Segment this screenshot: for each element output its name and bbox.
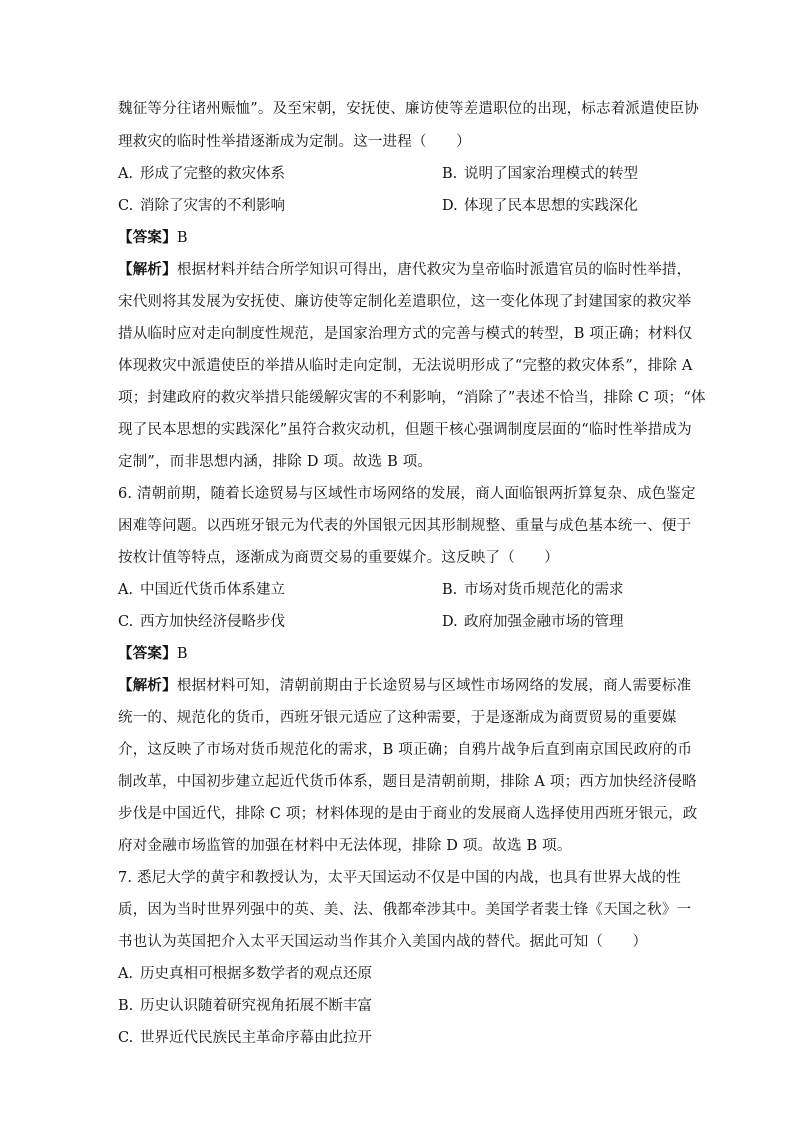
- q6-analysis-line-5: 步伐是中国近代，排除 C 项；材料体现的是由于商业的发展商人选择使用西班牙银元，政: [118, 806, 698, 822]
- q7-stem-line-3: 书也认为英国把介入太平天国运动当作其介入美国内战的替代。据此可知（ ）: [118, 934, 648, 950]
- q7-option-a: [118, 964, 372, 984]
- q6-option-d-text: 政府加强金融市场的管理: [464, 614, 624, 630]
- q6-answer: [118, 644, 188, 664]
- q6-analysis-line-1: [118, 676, 691, 696]
- q6-option-b-letter: B.: [442, 582, 458, 598]
- q5-option-c-text: 消除了灾害的不利影响: [140, 198, 285, 214]
- q5-option-a: [118, 164, 285, 184]
- q5-analysis-line-2: 宋代则将其发展为安抚使、廉访使等定制化差遣职位，这一变化体现了封建国家的救灾举: [118, 294, 692, 310]
- q7-stem-line-2: 质，因为当时世界列强中的英、美、法、俄都牵涉其中。美国学者裴士锋《天国之秋》一: [118, 902, 692, 918]
- q5-answer-label: 【答案】: [118, 229, 177, 246]
- q6-stem-line-1: 6. 清朝前期，随着长途贸易与区域性市场网络的发展，商人面临银两折算复杂、成色鉴定: [118, 486, 696, 502]
- q5-answer-value: B: [176, 230, 188, 246]
- q7-option-b: [118, 996, 372, 1016]
- q5-analysis-text-1: 根据材料并结合所学知识可得出，唐代救灾为皇帝临时派遣官员的临时性举措，: [176, 262, 692, 278]
- q6-analysis-line-2: 统一的、规范化的货币，西班牙银元适应了这种需要，于是逐渐成为商贾贸易的重要媒: [118, 710, 677, 726]
- q7-option-b-text: 历史认识随着研究视角拓展不断丰富: [140, 998, 372, 1014]
- q5-option-c-letter: C.: [118, 198, 134, 214]
- q6-answer-value: B: [176, 646, 188, 662]
- q6-stem-line-2: 困难等问题。以西班牙银元为代表的外国银元因其形制规整、重量与成色基本统一、便于: [118, 518, 692, 534]
- q7-option-b-letter: B.: [118, 998, 134, 1014]
- q5-analysis-line-1: [118, 260, 691, 280]
- q5-analysis-line-7: 定制”，而非思想内涵，排除 D 项。故选 B 项。: [118, 454, 433, 470]
- q6-option-c-text: 西方加快经济侵略步伐: [140, 614, 285, 630]
- q5-option-b: [442, 164, 638, 184]
- q6-analysis-line-3: 介，这反映了市场对货币规范化的需求，B 项正确；自鸦片战争后直到南京国民政府的币: [118, 742, 693, 758]
- q5-stem-line-1: 魏征等分往诸州赈恤”。及至宋朝，安抚使、廉访使等差遣职位的出现，标志着派遣使臣协: [118, 101, 699, 117]
- q7-option-c-text: 世界近代民族民主革命序幕由此拉开: [140, 1030, 372, 1046]
- q6-analysis-line-6: 府对金融市场监管的加强在材料中无法体现，排除 D 项。故选 B 项。: [118, 838, 572, 854]
- q5-option-b-letter: B.: [442, 166, 458, 182]
- q6-option-d: [442, 612, 624, 632]
- q6-option-d-letter: D.: [442, 614, 458, 630]
- q5-analysis-line-4: 体现救灾中派遣使臣的举措从临时走向定制，无法说明形成了“完整的救灾体系”，排除 A: [118, 358, 693, 374]
- q5-option-a-letter: A.: [118, 166, 134, 182]
- q5-stem-line-2: 理救灾的临时性举措逐渐成为定制。这一进程（ ）: [118, 134, 471, 150]
- q5-option-c: [118, 196, 285, 216]
- q7-option-a-letter: A.: [118, 966, 134, 982]
- q5-option-d: [442, 196, 638, 216]
- q5-answer: [118, 228, 188, 248]
- q5-analysis-line-6: 现了民本思想的实践深化”虽符合救灾动机，但题干核心强调制度层面的“临时性举措成为: [118, 422, 692, 438]
- q6-option-c-letter: C.: [118, 614, 134, 630]
- q7-option-c: [118, 1028, 372, 1048]
- q6-option-b-text: 市场对货币规范化的需求: [464, 582, 624, 598]
- q6-stem-line-3: 按枚计值等特点，逐渐成为商贾交易的重要媒介。这反映了（ ）: [118, 550, 559, 566]
- q5-option-d-letter: D.: [442, 198, 458, 214]
- q6-option-c: [118, 612, 285, 632]
- q7-stem-line-1: 7. 悉尼大学的黄宇和教授认为，太平天国运动不仅是中国的内战，也具有世界大战的性: [118, 870, 681, 886]
- q6-option-a-letter: A.: [118, 582, 134, 598]
- q6-analysis-label: 【解析】: [118, 677, 177, 694]
- q5-analysis-label: 【解析】: [118, 261, 177, 278]
- q5-analysis-line-5: 项；封建政府的救灾举措只能缓解灾害的不利影响，“消除了”表述不恰当，排除 C 项；“体: [118, 390, 706, 406]
- q6-analysis-line-4: 制改革，中国初步建立起近代货币体系，题目是清朝前期，排除 A 项；西方加快经济侵略: [118, 774, 697, 790]
- q6-option-a: [118, 580, 285, 600]
- q7-option-a-text: 历史真相可根据多数学者的观点还原: [140, 966, 372, 982]
- q5-option-d-text: 体现了民本思想的实践深化: [464, 198, 638, 214]
- q7-option-c-letter: C.: [118, 1030, 134, 1046]
- q5-analysis-line-3: 措从临时应对走向制度性规范，是国家治理方式的完善与模式的转型，B 项正确；材料仅: [118, 326, 693, 342]
- q5-option-a-text: 形成了完整的救灾体系: [140, 166, 285, 182]
- q6-answer-label: 【答案】: [118, 645, 177, 662]
- q6-analysis-text-1: 根据材料可知，清朝前期由于长途贸易与区域性市场网络的发展，商人需要标准: [176, 678, 692, 694]
- q6-option-a-text: 中国近代货币体系建立: [140, 582, 285, 598]
- q5-option-b-text: 说明了国家治理模式的转型: [464, 166, 638, 182]
- q6-option-b: [442, 580, 624, 600]
